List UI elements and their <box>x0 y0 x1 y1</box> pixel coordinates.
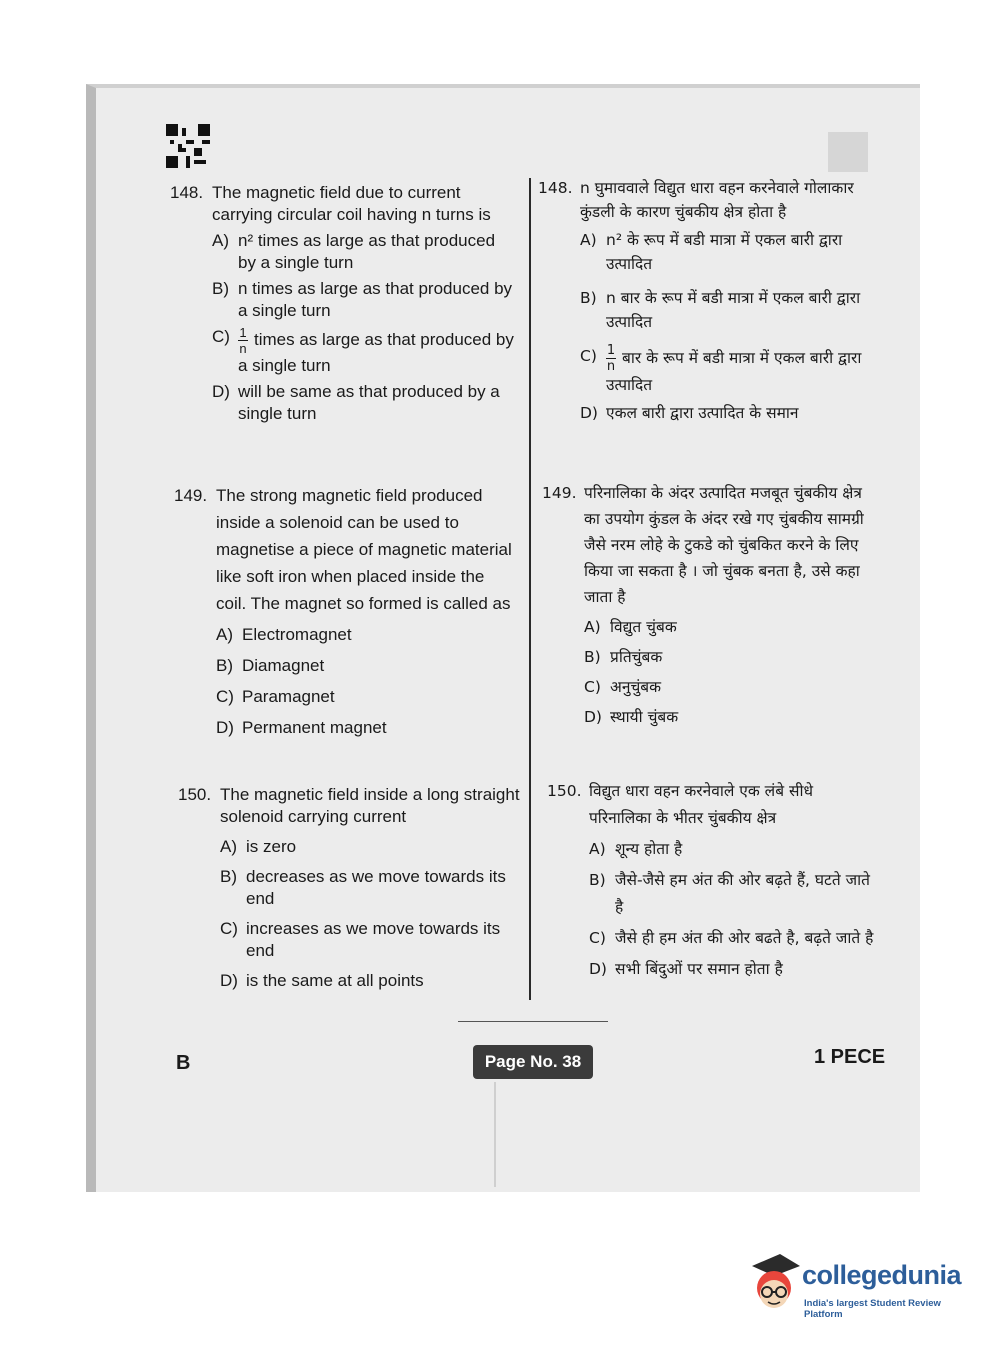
option-c: C) जैसे ही हम अंत की ओर बढते है, बढ़ते जाते है <box>589 929 874 947</box>
fraction-1-over-n: $\frac{1}{n}$ <box>239 325 247 356</box>
faded-qr-icon <box>825 132 871 172</box>
collegedunia-logo <box>746 1250 976 1318</box>
question-149-hi: 149. परिनालिका के अंदर उत्पादित मजबूत चुंबकीय क्षेत्र का उपयोग कुंडल के अंदर रखे गए चुंबकीय सामग्री जैसे नरम लोहे के टुकडे को चुंबकित करने के लिए किया जा सकता है । जो चुंबक बनता है, उसे कहा जाता है A) विद्युत चुंबक B) प्रतिचुंबक C) अनुचुंबक D) स्थायी चुंबक <box>542 480 867 730</box>
option-a: A) is zero <box>220 837 297 856</box>
question-149-en: 149. The strong magnetic field produced inside a solenoid can be used to magnetise a piece of magnetic material like soft iron when placed inside the coil. The magnet so formed is called as A) Electromagnet B) Diamagnet C) Paramagnet D) Permanent magnet <box>174 482 514 741</box>
option-a: A) Electromagnet <box>216 625 352 644</box>
option-a: A) विद्युत चुंबक <box>584 618 677 636</box>
option-c: C) increases as we move towards its end <box>220 919 501 960</box>
option-c: C) $\frac{1}{n}$ बार के रूप में बडी मात्रा में एकल बारी द्वारा उत्पादित <box>580 343 862 394</box>
qr-code-icon <box>166 124 210 168</box>
option-b: B) decreases as we move towards its end <box>220 867 506 908</box>
option-b: B) जैसे-जैसे हम अंत की ओर बढ़ते हैं, घटते जाते है <box>589 871 870 916</box>
option-a: A) n² times as large as that produced by a single turn <box>212 231 496 272</box>
question-150-hi: 150. विद्युत धारा वहन करनेवाले एक लंबे सीधे परिनालिका के भीतर चुंबकीय क्षेत्र A) शून्य होता है B) जैसे-जैसे हम अंत की ओर बढ़ते हैं, घटते जाते है C) जैसे ही हम अंत की ओर बढते है, बढ़ते जाते है D) सभी बिंदुओं पर समान होता है <box>547 778 877 983</box>
brand-tagline: India's largest Student Review Platform <box>804 1298 941 1320</box>
option-b: B) n बार के रूप में बडी मात्रा में एकल बारी द्वारा उत्पादित <box>580 289 861 331</box>
option-c: C) अनुचुंबक <box>584 678 662 696</box>
question-150-en: 150. The magnetic field inside a long straight solenoid carrying current A) is zero B) decreases as we move towards its end C) increases as we move towards its end D) is the same at all points <box>178 784 523 992</box>
bottom-rule <box>458 1021 608 1022</box>
question-stem: The magnetic field inside a long straight solenoid carrying current <box>220 785 520 826</box>
question-stem: विद्युत धारा वहन करनेवाले एक लंबे सीधे परिनालिका के भीतर चुंबकीय क्षेत्र <box>589 782 813 827</box>
option-b: B) Diamagnet <box>216 656 325 675</box>
option-b: B) n times as large as that produced by a single turn <box>212 279 513 320</box>
option-d: D) सभी बिंदुओं पर समान होता है <box>589 960 783 978</box>
mascot-icon <box>746 1250 804 1316</box>
brand-name: collegedunia <box>802 1260 962 1290</box>
option-d: D) स्थायी चुंबक <box>584 708 679 726</box>
option-d: D) एकल बारी द्वारा उत्पादित के समान <box>580 404 799 422</box>
question-stem: परिनालिका के अंदर उत्पादित मजबूत चुंबकीय क्षेत्र का उपयोग कुंडल के अंदर रखे गए चुंबकीय सामग्री जैसे नरम लोहे के टुकडे को चुंबकित करने के लिए किया जा सकता है । जो चुंबक बनता है, उसे कहा जाता है <box>584 484 864 606</box>
set-label: B <box>176 1052 191 1074</box>
option-d: D) will be same as that produced by a single turn <box>212 382 500 423</box>
option-c: C) Paramagnet <box>216 687 335 706</box>
question-148-en: 148. The magnetic field due to current carrying circular coil having n turns is A) n² times as large as that produced by a single turn B) n times as large as that produced by a single turn C) $\frac{1}{n}$ times as large as that produced by a single turn D) will be same as that produced by a single turn <box>170 183 514 423</box>
question-stem: The magnetic field due to current carrying circular coil having n turns is <box>212 183 491 224</box>
paper-code: 1 PECE <box>814 1046 886 1068</box>
option-b: B) प्रतिचुंबक <box>584 648 663 666</box>
option-d: D) is the same at all points <box>220 971 424 990</box>
option-d: D) Permanent magnet <box>216 718 387 737</box>
question-stem: n घुमाववाले विद्युत धारा वहन करनेवाले गोलाकार कुंडली के कारण चुंबकीय क्षेत्र होता है <box>580 179 854 221</box>
page-number-badge: Page No. 38 <box>473 1045 593 1079</box>
column-divider <box>529 178 531 1000</box>
option-c: C) $\frac{1}{n}$ times as large as that produced by a single turn <box>212 325 514 375</box>
option-a: A) n² के रूप में बडी मात्रा में एकल बारी द्वारा उत्पादित <box>580 231 843 273</box>
option-a: A) शून्य होता है <box>589 840 683 858</box>
question-stem: The strong magnetic field produced inside a solenoid can be used to magnetise a piece of magnetic material like soft iron when placed inside the coil. The magnet so formed is called as <box>216 486 512 613</box>
fraction-1-over-n: $\frac{1}{n}$ <box>606 343 616 374</box>
question-148-hi: 148. n घुमाववाले विद्युत धारा वहन करनेवाले गोलाकार कुंडली के कारण चुंबकीय क्षेत्र होता है A) n² के रूप में बडी मात्रा में एकल बारी द्वारा उत्पादित B) n बार के रूप में बडी मात्रा में एकल बारी द्वारा उत्पादित C) $\frac{1}{n}$ बार के रूप में बडी मात्रा में एकल बारी द्वारा उत्पादित D) एकल बारी द्वारा उत्पादित के समान <box>538 176 880 425</box>
page-fold <box>494 1082 496 1187</box>
